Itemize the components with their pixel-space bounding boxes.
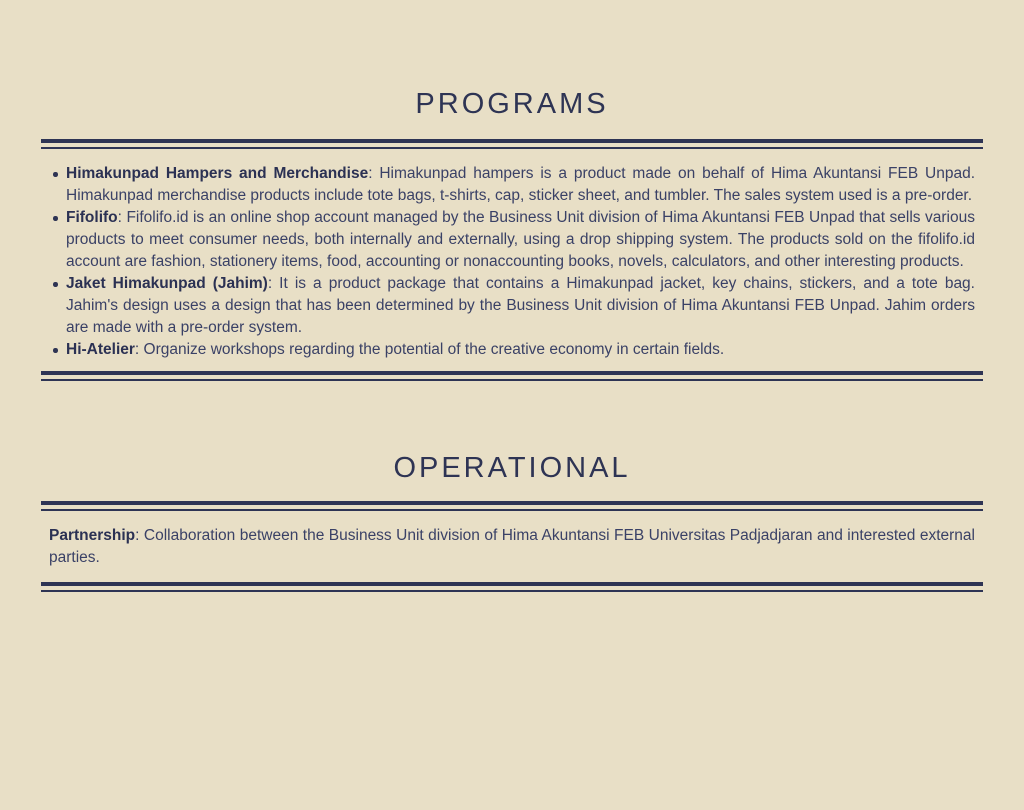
programs-list [49, 163, 975, 361]
item-term: Himakunpad Hampers and Merchandise [66, 165, 369, 182]
item-description: : It is a product package that contains a Himakunpad jacket, key chains, stickers, and a tote bag. Jahim's design uses a design that has been determined by the Business Unit division of Hima Akuntansi FEB Unpad. Jahim orders are made with a pre-order system. [66, 275, 975, 336]
list-item-hi-atelier [49, 339, 975, 361]
item-term: Hi-Atelier [66, 341, 135, 358]
programs-section-title: PROGRAMS [415, 88, 609, 120]
list-item-himakunpad-hampers [49, 163, 975, 207]
item-term: Fifolifo [66, 209, 118, 226]
double-rule-divider [41, 582, 983, 592]
item-term: Jaket Himakunpad (Jahim) [66, 275, 268, 292]
partnership-paragraph [49, 525, 975, 569]
item-description: : Himakunpad hampers is a product made on behalf of Hima Akuntansi FEB Unpad. Himakunpad merchandise products include tote bags, t-shirts, cap, sticker sheet, and tumbler. The sales system used is a pre-order. [66, 165, 975, 204]
operational-section-title: OPERATIONAL [393, 452, 631, 484]
list-item-fifolifo [49, 207, 975, 273]
paragraph-term: Partnership [49, 527, 136, 544]
double-rule-divider [41, 371, 983, 381]
slide [0, 86, 1024, 810]
double-rule-divider [41, 501, 983, 511]
double-rule-divider [41, 139, 983, 149]
item-description: : Fifolifo.id is an online shop account managed by the Business Unit division of Hima Akuntansi FEB Unpad that sells various products to meet consumer needs, both internally and externally, using a drop shipping system. The products sold on the fifolifo.id account are fashion, stationery items, food, accounting or nonaccounting books, novels, calculators, and other interesting products. [66, 209, 975, 270]
paragraph-description: : Collaboration between the Business Unit division of Hima Akuntansi FEB Universitas Padjadjaran and interested external parties. [49, 527, 975, 566]
item-description: : Organize workshops regarding the potential of the creative economy in certain fields. [134, 341, 725, 358]
list-item-jaket-himakunpad [49, 273, 975, 339]
